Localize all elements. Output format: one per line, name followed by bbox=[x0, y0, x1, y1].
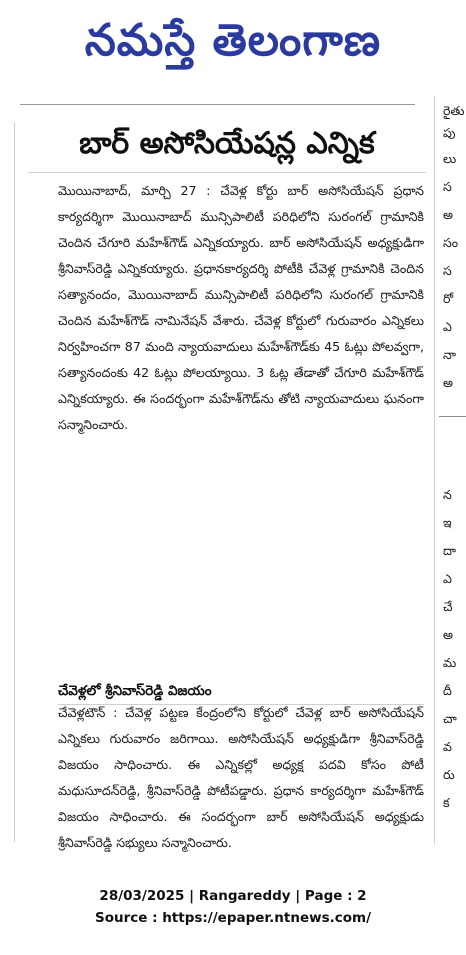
masthead-logo-text: నమస్తే తెలంగాణ bbox=[84, 15, 382, 66]
side-line: వ bbox=[443, 739, 452, 754]
headline-divider bbox=[28, 172, 426, 173]
side-line: మ bbox=[443, 655, 457, 670]
side-line: పు bbox=[443, 125, 456, 140]
side-line: రో bbox=[443, 291, 454, 306]
side-line: లు bbox=[443, 151, 457, 166]
side-line: ఎ bbox=[443, 319, 452, 334]
side-line: చా bbox=[443, 711, 457, 726]
article bbox=[28, 112, 426, 850]
masthead bbox=[0, 0, 466, 92]
side-line: స bbox=[443, 179, 452, 194]
clipping-footer bbox=[0, 885, 466, 929]
left-column-rule bbox=[14, 122, 15, 842]
side-line: రు bbox=[443, 767, 455, 782]
adjacent-article-column bbox=[434, 96, 466, 845]
article-paragraph-1: మొయినాబాద్, మార్చి 27 : చేవెళ్ల కోర్టు బార్ అసోసియేషన్ ప్రధాన కార్యదర్శిగా మొయినాబాద్ మున్సిపాలిటీ పరిధిలోని సురంగల్ గ్రామానికి చెందిన చేగూరి మహేశ్‌గౌడ్ ఎన్నికయ్యారు. బార్ అసోసియేషన్ అధ్యక్షుడిగా శ్రీనివాస్‌రెడ్డి ఎన్నికయ్యారు. ప్రధానకార్యదర్శి పోటీకి చేవెళ్ల గ్రామానికి చెందిన సత్యానందం, మొయినాబాద్ మున్సిపాలిటీ పరిధిలోని సురంగల్ గ్రామానికి చెందిన మహేశ్‌గౌడ్ నామినేషన్ వేశారు. చేవెళ్ల కోర్టులో గురువారం ఎన్నికలు నిర్వహించగా 87 మంది న్యాయవాదులు మహేశ్‌గౌడ్‌కు 45 ఓట్లు పోలవ్వగా, సత్యానందంకు 42 ఓట్లు పోలయ్యాయి. 3 ఓట్ల తేడాతో చేగూరి మహేశ్‌గౌడ్ ఎన్నికయ్యారు. ఈ సందర్భంగా మహేశ్‌గౌడ్‌ను తోటి న్యాయవాదులు ఘనంగా సన్మానించారు. bbox=[58, 183, 424, 432]
article-subheading: చేవెళ్లలో శ్రీనివాస్‌రెడ్డి విజయం bbox=[58, 683, 212, 699]
side-line: అ bbox=[443, 627, 454, 642]
side-line: క bbox=[443, 795, 450, 810]
side-line: దా bbox=[443, 543, 457, 558]
side-line: ఎ bbox=[443, 571, 452, 586]
side-line: ఇ bbox=[443, 515, 452, 530]
footer-source: Source : https://epaper.ntnews.com/ bbox=[94, 910, 372, 926]
side-line: చే bbox=[443, 599, 453, 614]
side-line: దీ bbox=[443, 683, 452, 698]
side-line: అ bbox=[443, 375, 454, 390]
side-column-divider bbox=[439, 416, 466, 417]
side-line: రైతు bbox=[443, 103, 465, 118]
side-line: స bbox=[443, 263, 452, 278]
masthead-divider bbox=[20, 104, 415, 105]
side-line: న bbox=[443, 487, 452, 502]
side-line: నా bbox=[443, 347, 456, 362]
footer-date-edition: 28/03/2025 | Rangareddy | Page : 2 bbox=[99, 888, 367, 904]
article-headline: బార్ అసోసియేషన్ల ఎన్నిక bbox=[79, 126, 375, 161]
side-line: అ bbox=[443, 207, 454, 222]
article-paragraph-2: చేవెళ్లటౌన్ : చేవెళ్ల పట్టణ కేంద్రంలోని కోర్టులో చేవెళ్ల బార్ అసోసియేషన్ ఎన్నికలు గురువారం జరిగాయి. అసోసియేషన్ అధ్యక్షుడిగా శ్రీనివాస్‌రెడ్డి విజయం సాధించారు. ఈ ఎన్నికల్లో అధ్యక్ష పదవి కోసం పోటీ మధుసూదన్‌రెడ్డి, శ్రీనివాస్‌రెడ్డి పోటీపడ్డారు. ప్రధాన కార్యదర్శిగా మహేశ్‌గౌడ్ విజయం సాధించారు. ఈ సందర్భంగా బార్ అసోసియేషన్ అధ్యక్షుడు శ్రీనివాస్‌రెడ్డి సభ్యులు సన్మానించారు. bbox=[58, 705, 424, 850]
side-line: సం bbox=[443, 235, 459, 250]
